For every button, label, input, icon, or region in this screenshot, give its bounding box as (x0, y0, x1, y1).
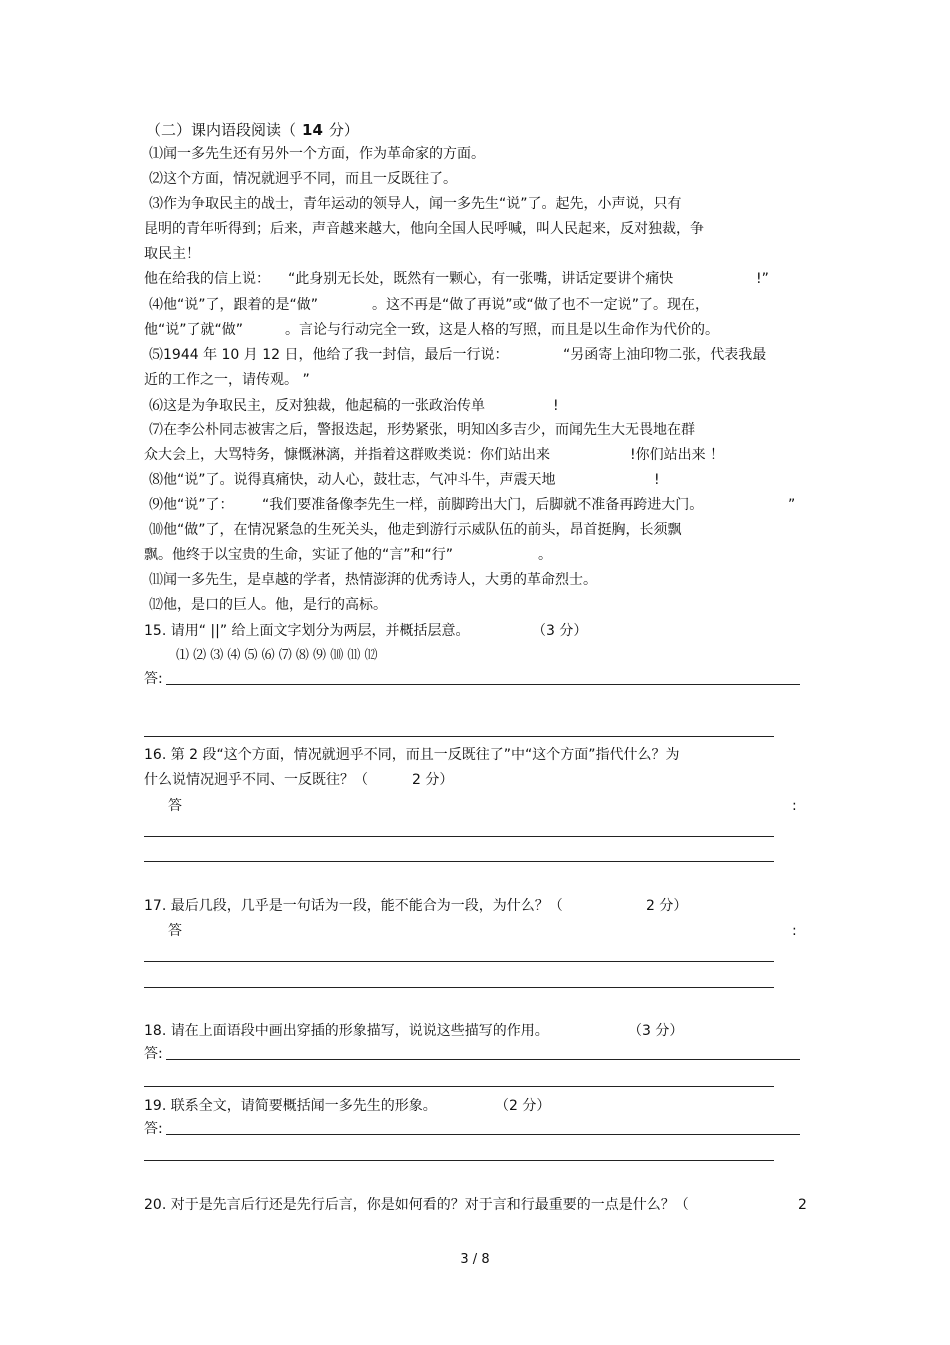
answer-line-15-2[interactable] (144, 736, 774, 737)
question-16-line-2a: 什么说情况迥乎不同、一反既往？（ (144, 772, 368, 788)
paragraph-10-line-1: ⑽他“做”了，在情况紧急的生死关头，他走到游行示威队伍的前头，昂首挺胸，长须飘 (149, 522, 682, 538)
answer-line-17-1[interactable] (144, 961, 774, 962)
answer-line-16-1[interactable] (144, 836, 774, 837)
question-16-line-1: 16. 第 2 段“这个方面，情况就迥乎不同，而且一反既往了”中“这个方面”指代什么？为 (144, 747, 680, 763)
paragraph-3-line-2: 昆明的青年听得到；后来，声音越来越大，他向全国人民呼喊，叫人民起来，反对独裁，争 (144, 221, 704, 237)
paragraph-1: ⑴闻一多先生还有另外一个方面，作为革命家的方面。 (149, 146, 485, 162)
paragraph-3-line-4a: 他在给我的信上说： (144, 271, 270, 287)
answer-line-18-2[interactable] (144, 1086, 774, 1087)
paragraph-11: ⑾闻一多先生，是卓越的学者，热情澎湃的优秀诗人，大勇的革命烈士。 (149, 572, 597, 588)
answer-label-17: 答 (168, 923, 182, 939)
question-20-score: 2 (798, 1197, 807, 1213)
paragraph-4-line-2b: 。言论与行动完全一致，这是人格的写照，而且是以生命作为代价的。 (285, 322, 719, 338)
question-15-score: （3 分） (532, 623, 588, 639)
paragraph-3-line-4b: “此身别无长处，既然有一颗心，有一张嘴，讲话定要讲个痛快 (288, 271, 674, 287)
paragraph-8b: ! (654, 472, 660, 488)
question-18-score: （3 分） (628, 1023, 684, 1039)
paragraph-9b: “我们要准备像李先生一样，前脚跨出大门，后脚就不准备再跨进大门。 (262, 497, 704, 513)
answer-label-18: 答: (144, 1046, 163, 1062)
paragraph-3-line-4c: !” (756, 271, 769, 287)
section-title-score: 14 (302, 121, 323, 139)
answer-label-16: 答 (168, 798, 182, 814)
question-15: 15. 请用“ ||” 给上面文字划分为两层，并概括层意。 (144, 623, 470, 639)
answer-line-16-2[interactable] (144, 861, 774, 862)
answer-line-15-1[interactable] (166, 684, 800, 685)
paragraph-4-line-1b: 。这不再是“做了再说”或“做了也不一定说”了。现在， (372, 297, 710, 313)
paragraph-10-line-2a: 飘。他终于以宝贵的生命，实证了他的“言”和“行” (144, 547, 454, 563)
answer-line-17-2[interactable] (144, 987, 774, 988)
paragraph-7-line-2a: 众大会上，大骂特务，慷慨淋漓，并指着这群败类说：你们站出来 (144, 447, 550, 463)
question-17: 17. 最后几段，几乎是一句话为一段，能不能合为一段，为什么？（ (144, 898, 563, 914)
paragraph-5-line-2: 近的工作之一，请传观。 ” (144, 372, 310, 388)
paragraph-4-line-1a: ⑷他“说”了，跟着的是“做” (149, 297, 319, 313)
paragraph-3-line-1: ⑶作为争取民主的战士，青年运动的领导人，闻一多先生“说”了。起先，小声说，只有 (149, 196, 682, 212)
paragraph-9a: ⑼他“说”了： (149, 497, 234, 513)
paragraph-2: ⑵这个方面，情况就迥乎不同，而且一反既往了。 (149, 171, 457, 187)
answer-label-19: 答: (144, 1121, 163, 1137)
question-18: 18. 请在上面语段中画出穿插的形象描写，说说这些描写的作用。 (144, 1023, 549, 1039)
answer-line-18-1[interactable] (166, 1059, 800, 1060)
paragraph-6a: ⑹这是为争取民主，反对独裁，他起稿的一张政治传单 (149, 398, 485, 414)
section-title (146, 121, 359, 139)
answer-colon-17: : (792, 923, 797, 939)
answer-line-19-2[interactable] (144, 1160, 774, 1161)
answer-label-15: 答: (144, 671, 163, 687)
paragraph-5-line-1b: “另函寄上油印物二张，代表我最 (563, 347, 767, 363)
question-15-paragraph-numbers: ⑴ ⑵ ⑶ ⑷ ⑸ ⑹ ⑺ ⑻ ⑼ ⑽ ⑾ ⑿ (176, 648, 378, 663)
question-19-score: （2 分） (495, 1098, 551, 1114)
section-title-text: （二）课内语段阅读（ (146, 121, 297, 139)
paragraph-3-line-3: 取民主！ (144, 246, 200, 262)
paragraph-8a: ⑻他“说”了。说得真痛快，动人心，鼓壮志，气冲斗牛，声震天地 (149, 472, 556, 488)
answer-colon-16: : (792, 798, 797, 814)
paragraph-9c: ” (788, 497, 796, 513)
paragraph-7-line-2b: !你们站出来 ！ (630, 447, 725, 463)
paragraph-4-line-2a: 他“说”了就“做” (144, 322, 244, 338)
paragraph-6b: ! (553, 398, 559, 414)
answer-line-19-1[interactable] (166, 1134, 800, 1135)
paragraph-12: ⑿他，是口的巨人。他，是行的高标。 (149, 597, 387, 613)
question-19: 19. 联系全文，请简要概括闻一多先生的形象。 (144, 1098, 437, 1114)
question-17-score: 2 分） (646, 898, 688, 914)
paragraph-7-line-1: ⑺在李公朴同志被害之后，警报迭起，形势紧张，明知凶多吉少，而闻先生大无畏地在群 (149, 422, 695, 438)
paragraph-5-line-1a: ⑸1944 年 10 月 12 日，他给了我一封信，最后一行说： (149, 347, 509, 363)
paragraph-10-line-2b: 。 (538, 547, 552, 563)
question-20: 20. 对于是先言后行还是先行后言，你是如何看的？对于言和行最重要的一点是什么？（ (144, 1197, 689, 1213)
page-number: 3 / 8 (460, 1252, 490, 1267)
question-16-score: 2 分） (412, 772, 454, 788)
section-title-suffix: 分） (328, 121, 359, 139)
